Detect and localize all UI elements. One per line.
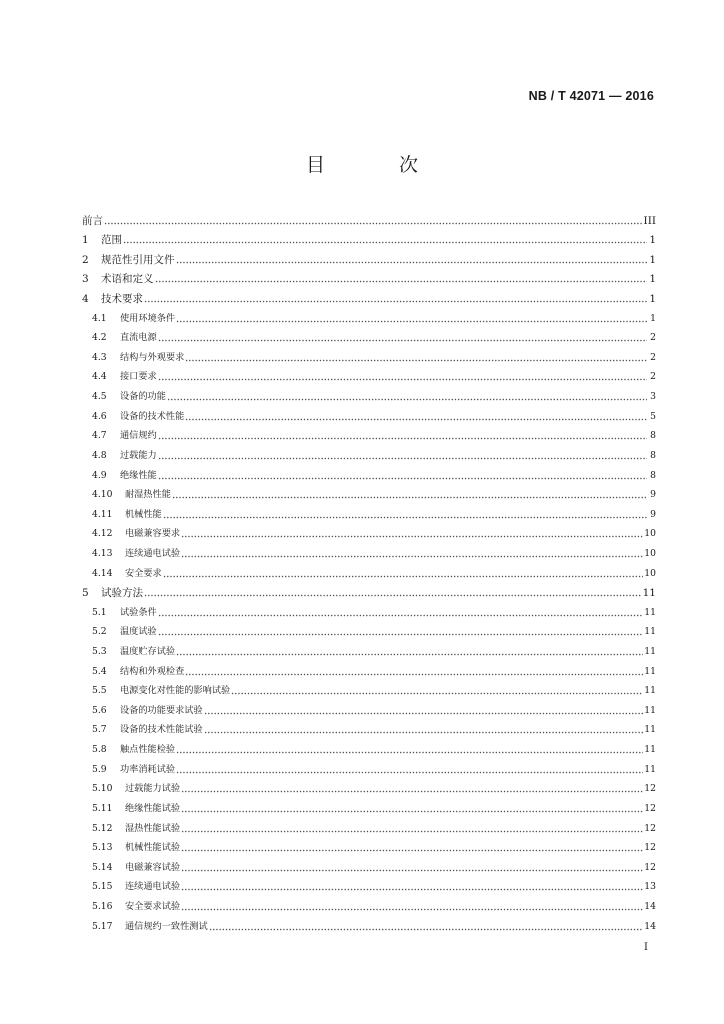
toc-entry-label: 功率消耗试验 <box>120 763 176 775</box>
toc-entry-label: 绝缘性能试验 <box>125 802 181 814</box>
toc-entry-label: 触点性能检验 <box>120 744 176 756</box>
toc-entry-label: 直流电源 <box>120 332 157 344</box>
toc-leader-dots <box>158 457 647 460</box>
table-of-contents <box>82 208 656 934</box>
toc-entry-label: 电磁兼容试验 <box>125 861 181 873</box>
toc-entry-number: 4.4 <box>92 371 107 383</box>
toc-entry[interactable] <box>82 345 656 365</box>
toc-entry-page: 11 <box>644 685 656 697</box>
toc-leader-dots <box>176 751 643 754</box>
toc-entry[interactable] <box>82 894 656 914</box>
toc-entry-label: 设备的功能 <box>120 391 166 403</box>
toc-entry-number: 4.2 <box>92 332 107 344</box>
toc-entry-number: 4.8 <box>92 449 107 461</box>
toc-entry-page: 12 <box>644 783 656 795</box>
toc-entry-number: 2 <box>82 253 89 266</box>
toc-entry[interactable] <box>82 326 656 346</box>
toc-entry[interactable] <box>82 306 656 326</box>
toc-entry[interactable] <box>82 267 656 287</box>
toc-leader-dots <box>181 535 643 538</box>
toc-leader-dots <box>181 830 643 833</box>
toc-entry-page: III <box>643 214 656 227</box>
toc-entry-page: 2 <box>650 351 656 363</box>
toc-entry-page: 1 <box>649 293 656 306</box>
toc-entry[interactable] <box>82 836 656 856</box>
toc-leader-dots <box>181 908 643 911</box>
toc-leader-dots <box>176 261 648 264</box>
toc-entry-number: 5.14 <box>92 861 113 873</box>
toc-entry-label: 设备的技术性能试验 <box>120 724 203 736</box>
toc-entry[interactable] <box>82 404 656 424</box>
toc-leader-dots <box>163 575 644 578</box>
toc-entry-label: 术语和定义 <box>101 273 154 286</box>
toc-entry-page: 12 <box>644 861 656 873</box>
toc-entry[interactable] <box>82 247 656 267</box>
toc-entry-page: 12 <box>644 842 656 854</box>
toc-entry[interactable] <box>82 384 656 404</box>
toc-leader-dots <box>176 653 643 656</box>
toc-entry[interactable] <box>82 620 656 640</box>
toc-leader-dots <box>231 692 643 695</box>
toc-leader-dots <box>155 280 648 283</box>
toc-leader-dots <box>163 516 647 519</box>
toc-entry-number: 4.5 <box>92 391 107 403</box>
toc-entry-page: 10 <box>644 547 656 559</box>
toc-entry-page: 11 <box>642 587 656 600</box>
toc-entry-number: 4.12 <box>92 528 113 540</box>
toc-entry[interactable] <box>82 365 656 385</box>
toc-leader-dots <box>158 633 644 636</box>
toc-entry-number: 5 <box>82 587 89 600</box>
toc-entry[interactable] <box>82 639 656 659</box>
toc-entry-page: 1 <box>649 273 656 286</box>
toc-entry[interactable] <box>82 757 656 777</box>
toc-entry-number: 5.6 <box>92 704 107 716</box>
toc-entry-label: 结构与外观要求 <box>120 351 185 363</box>
toc-leader-dots <box>158 378 647 381</box>
toc-leader-dots <box>209 928 644 931</box>
toc-entry[interactable] <box>82 698 656 718</box>
toc-leader-dots <box>185 359 647 362</box>
toc-entry-page: 11 <box>644 626 656 638</box>
toc-entry-page: 1 <box>650 312 656 324</box>
toc-leader-dots <box>172 496 647 499</box>
toc-leader-dots <box>185 418 647 421</box>
toc-entry[interactable] <box>82 541 656 561</box>
toc-leader-dots <box>181 790 643 793</box>
toc-entry[interactable] <box>82 914 656 934</box>
toc-entry[interactable] <box>82 522 656 542</box>
toc-entry-page: 11 <box>644 744 656 756</box>
toc-entry-page: 14 <box>644 920 656 932</box>
toc-leader-dots <box>204 731 644 734</box>
toc-leader-dots <box>181 869 643 872</box>
toc-leader-dots <box>167 398 647 401</box>
toc-entry-label: 通信规约 <box>120 430 157 442</box>
toc-entry-page: 14 <box>644 900 656 912</box>
toc-entry-label: 连续通电试验 <box>125 547 181 559</box>
page-number: I <box>644 942 648 953</box>
toc-entry-label: 设备的技术性能 <box>120 410 185 422</box>
toc-entry[interactable] <box>82 718 656 738</box>
toc-entry-label: 通信规约一致性测试 <box>125 920 208 932</box>
toc-entry[interactable] <box>82 777 656 797</box>
toc-entry-label: 湿热性能试验 <box>125 822 181 834</box>
toc-entry[interactable] <box>82 679 656 699</box>
toc-entry[interactable] <box>82 581 656 601</box>
toc-entry-number: 5.17 <box>92 920 113 932</box>
toc-leader-dots <box>181 555 643 558</box>
toc-entry-number: 5.13 <box>92 842 113 854</box>
toc-entry[interactable] <box>82 286 656 306</box>
toc-entry[interactable] <box>82 502 656 522</box>
toc-leader-dots <box>123 241 647 244</box>
toc-entry[interactable] <box>82 600 656 620</box>
toc-entry-page: 11 <box>644 704 656 716</box>
toc-entry-number: 5.4 <box>92 665 107 677</box>
toc-leader-dots <box>144 594 642 597</box>
toc-entry-page: 11 <box>644 724 656 736</box>
toc-entry-page: 10 <box>644 567 656 579</box>
toc-leader-dots <box>181 849 643 852</box>
toc-leader-dots <box>158 339 647 342</box>
toc-entry-label: 绝缘性能 <box>120 469 157 481</box>
toc-entry[interactable] <box>82 855 656 875</box>
toc-entry-page: 9 <box>650 489 656 501</box>
toc-entry-page: 1 <box>649 234 656 247</box>
toc-entry[interactable] <box>82 228 656 248</box>
toc-entry-label: 设备的功能要求试验 <box>120 704 203 716</box>
toc-entry-number: 5.8 <box>92 744 107 756</box>
toc-entry-number: 5.15 <box>92 881 113 893</box>
toc-entry-label: 试验方法 <box>101 587 143 600</box>
toc-entry-label: 连续通电试验 <box>125 881 181 893</box>
toc-leader-dots <box>158 437 647 440</box>
toc-entry-label: 电源变化对性能的影响试验 <box>120 685 231 697</box>
toc-entry-number: 5.16 <box>92 900 113 912</box>
toc-entry[interactable] <box>82 443 656 463</box>
toc-entry-label: 机械性能试验 <box>125 842 181 854</box>
toc-entry-page: 12 <box>644 822 656 834</box>
toc-leader-dots <box>176 771 643 774</box>
toc-entry-label: 结构和外观检查 <box>120 665 185 677</box>
toc-entry-number: 5.2 <box>92 626 107 638</box>
toc-entry-page: 12 <box>644 802 656 814</box>
toc-entry-label: 技术要求 <box>101 293 143 306</box>
toc-entry-number: 4.3 <box>92 351 107 363</box>
toc-entry-label: 温度贮存试验 <box>120 646 176 658</box>
toc-entry-label: 电磁兼容要求 <box>125 528 181 540</box>
toc-entry-number: 4.13 <box>92 547 113 559</box>
toc-entry-label: 耐湿热性能 <box>125 489 171 501</box>
toc-entry-page: 11 <box>644 763 656 775</box>
toc-leader-dots <box>204 712 644 715</box>
toc-entry-number: 3 <box>82 273 89 286</box>
toc-entry-label: 前言 <box>82 214 103 227</box>
toc-entry-page: 13 <box>644 881 656 893</box>
toc-entry-label: 规范性引用文件 <box>101 253 175 266</box>
toc-entry-number: 4.11 <box>92 508 113 520</box>
toc-entry-page: 11 <box>644 665 656 677</box>
toc-entry-label: 安全要求 <box>125 567 162 579</box>
toc-leader-dots <box>144 300 647 303</box>
toc-entry-label: 温度试验 <box>120 626 157 638</box>
toc-entry-number: 4.10 <box>92 489 113 501</box>
toc-entry-label: 机械性能 <box>125 508 162 520</box>
toc-entry-number: 4.6 <box>92 410 107 422</box>
toc-entry-page: 9 <box>650 508 656 520</box>
toc-entry-page: 11 <box>644 606 656 618</box>
toc-entry-page: 8 <box>650 449 656 461</box>
toc-leader-dots <box>181 888 643 891</box>
toc-entry-number: 4.1 <box>92 312 107 324</box>
toc-entry[interactable] <box>82 561 656 581</box>
toc-entry-page: 2 <box>650 371 656 383</box>
toc-entry-number: 4.14 <box>92 567 113 579</box>
toc-entry-number: 5.3 <box>92 646 107 658</box>
toc-entry[interactable] <box>82 483 656 503</box>
toc-entry[interactable] <box>82 424 656 444</box>
toc-entry-page: 10 <box>644 528 656 540</box>
toc-entry-label: 范围 <box>101 234 122 247</box>
toc-entry-page: 11 <box>644 646 656 658</box>
toc-entry[interactable] <box>82 796 656 816</box>
toc-leader-dots <box>176 320 647 323</box>
toc-entry-page: 8 <box>650 469 656 481</box>
toc-leader-dots <box>185 673 643 676</box>
toc-entry-page: 3 <box>650 391 656 403</box>
toc-entry-label: 试验条件 <box>120 606 157 618</box>
toc-entry[interactable] <box>82 875 656 895</box>
toc-entry-page: 5 <box>650 410 656 422</box>
toc-leader-dots <box>158 614 644 617</box>
toc-entry[interactable] <box>82 659 656 679</box>
toc-entry-label: 过载能力 <box>120 449 157 461</box>
toc-entry-number: 4.7 <box>92 430 107 442</box>
toc-entry-number: 4 <box>82 293 89 306</box>
toc-leader-dots <box>158 477 647 480</box>
toc-entry-label: 使用环境条件 <box>120 312 176 324</box>
toc-entry-page: 2 <box>650 332 656 344</box>
toc-entry-number: 4.9 <box>92 469 107 481</box>
toc-entry[interactable] <box>82 463 656 483</box>
toc-entry-number: 5.10 <box>92 783 113 795</box>
toc-entry-number: 5.5 <box>92 685 107 697</box>
toc-entry-number: 5.1 <box>92 606 107 618</box>
toc-entry-number: 1 <box>82 234 89 247</box>
toc-entry-number: 5.12 <box>92 822 113 834</box>
toc-leader-dots <box>181 810 643 813</box>
toc-entry-label: 接口要求 <box>120 371 157 383</box>
toc-entry-label: 安全要求试验 <box>125 900 181 912</box>
toc-entry[interactable] <box>82 737 656 757</box>
toc-entry-page: 1 <box>649 253 656 266</box>
page-title: 目 次 <box>305 154 453 176</box>
toc-entry-page: 8 <box>650 430 656 442</box>
toc-leader-dots <box>104 222 643 225</box>
toc-entry-number: 5.11 <box>92 802 113 814</box>
standard-code: NB / T 42071 — 2016 <box>528 89 654 103</box>
toc-entry-label: 过载能力试验 <box>125 783 181 795</box>
toc-entry[interactable] <box>82 816 656 836</box>
toc-entry-number: 5.7 <box>92 724 107 736</box>
toc-entry-number: 5.9 <box>92 763 107 775</box>
toc-entry[interactable] <box>82 208 656 228</box>
